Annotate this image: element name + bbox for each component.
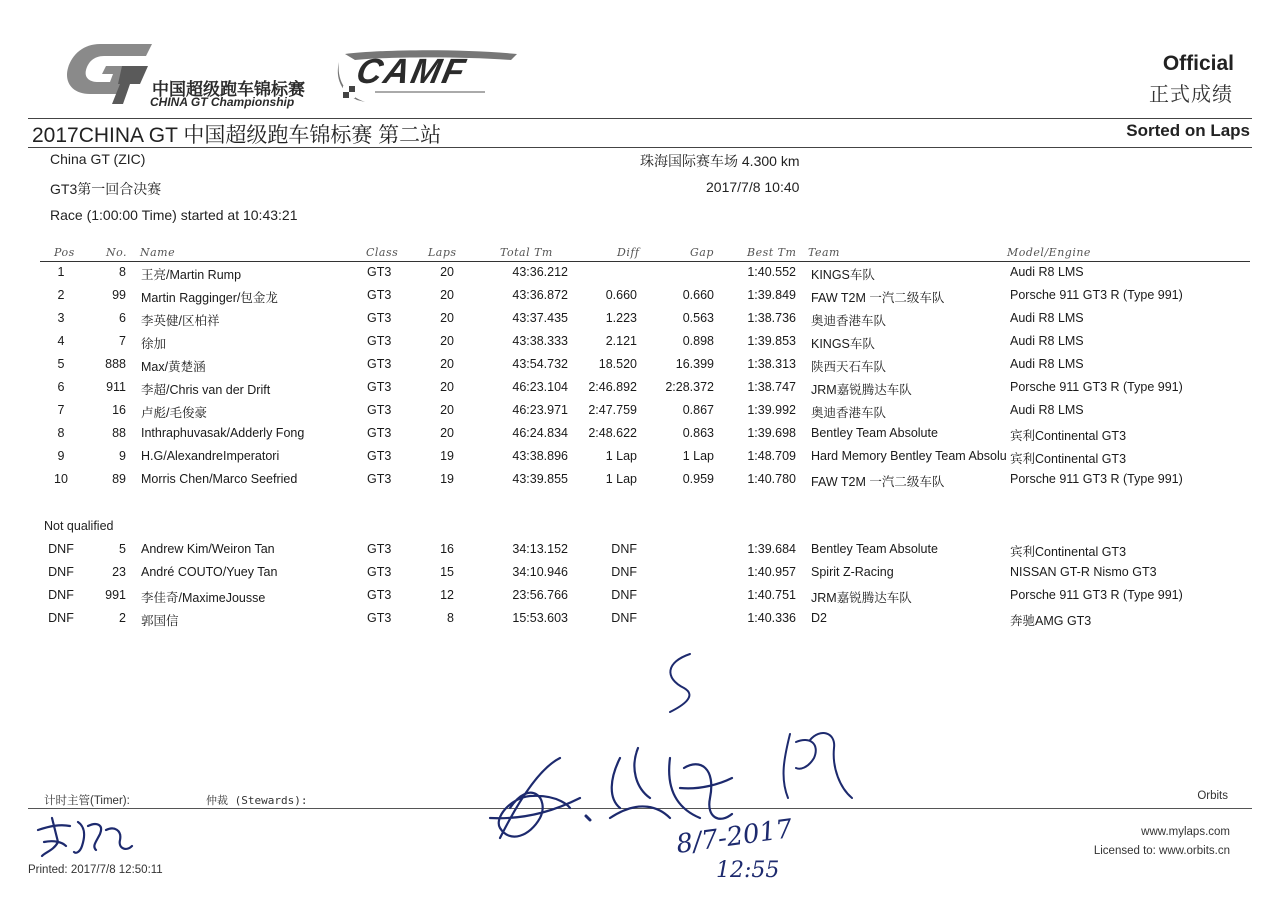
cell-model: Audi R8 LMS: [1010, 403, 1084, 417]
cell-class: GT3: [367, 403, 392, 417]
cell-team: 奥迪香港车队: [811, 314, 887, 328]
col-header-total: Total Tm: [500, 246, 553, 259]
cell-laps: 19: [440, 449, 454, 463]
cell-team: Bentley Team Absolute: [811, 542, 938, 556]
cell-pos: DNF: [48, 588, 74, 602]
cell-laps: 15: [440, 565, 454, 579]
event-title: 2017CHINA GT 中国超级跑车锦标赛 第二站: [32, 124, 442, 147]
cell-diff: 2.121: [605, 334, 637, 348]
cell-no: 5: [119, 542, 126, 556]
cell-gap: 0.959: [682, 472, 714, 486]
cell-total: 34:13.152: [512, 542, 568, 556]
cell-no: 8: [119, 265, 126, 279]
cell-best: 1:39.684: [747, 542, 796, 556]
cell-no: 89: [112, 472, 126, 486]
session-name: GT3第一回合决赛: [50, 181, 162, 197]
cell-gap: 0.863: [682, 426, 714, 440]
cell-class: GT3: [367, 426, 392, 440]
cell-team: 奥迪香港车队: [811, 406, 887, 420]
cell-pos: 8: [57, 426, 65, 440]
cell-no: 9: [119, 449, 126, 463]
cell-team: D2: [811, 611, 827, 625]
cell-class: GT3: [367, 449, 392, 463]
cell-class: GT3: [367, 334, 392, 348]
china-gt-emblem-icon: [60, 38, 155, 108]
orbits-label: Orbits: [1197, 790, 1228, 802]
cell-model: Audi R8 LMS: [1010, 357, 1084, 371]
handwritten-date: 8/7-2017: [674, 814, 795, 860]
license-text: Licensed to: www.orbits.cn: [1093, 845, 1230, 857]
cell-laps: 20: [440, 426, 454, 440]
cell-best: 1:39.853: [747, 334, 796, 348]
col-header-model: Model/Engine: [1007, 246, 1091, 259]
china-gt-logo-en: CHINA GT Championship: [150, 95, 295, 109]
cell-model: 奔驰AMG GT3: [1010, 614, 1092, 628]
cell-laps: 16: [440, 542, 454, 556]
china-gt-logo: [60, 38, 330, 108]
cell-no: 23: [112, 565, 126, 579]
cell-gap: 16.399: [675, 357, 714, 371]
cell-best: 1:38.747: [747, 380, 796, 394]
sorted-on-laps-label: Sorted on Laps: [1126, 121, 1250, 140]
cell-no: 6: [119, 311, 126, 325]
cell-team: FAW T2M 一汽二级车队: [811, 475, 945, 489]
cell-laps: 20: [440, 265, 454, 279]
cell-no: 2: [119, 611, 126, 625]
circuit-info: 珠海国际赛车场 4.300 km: [640, 153, 800, 169]
cell-total: 46:24.834: [512, 426, 568, 440]
mylaps-url: www.mylaps.com: [1141, 826, 1230, 838]
cell-name: Morris Chen/Marco Seefried: [141, 472, 298, 486]
cell-model: Porsche 911 GT3 R (Type 991): [1010, 380, 1183, 394]
cell-name: Max/黄楚涵: [141, 360, 206, 374]
cell-total: 43:38.333: [512, 334, 568, 348]
cell-gap: 0.898: [682, 334, 714, 348]
cell-laps: 19: [440, 472, 454, 486]
cell-pos: 7: [57, 403, 65, 417]
col-header-best: Best Tm: [747, 246, 797, 259]
cell-name: 徐加: [141, 337, 167, 351]
cell-team: Spirit Z-Racing: [811, 565, 894, 579]
cell-team: Bentley Team Absolute: [811, 426, 938, 440]
cell-team: 陕西天石车队: [811, 360, 887, 374]
cell-diff: 0.660: [605, 288, 637, 302]
handwritten-time: 12:55: [716, 858, 780, 883]
cell-diff: 1 Lap: [605, 472, 637, 486]
cell-model: NISSAN GT-R Nismo GT3: [1010, 565, 1157, 579]
cell-model: Porsche 911 GT3 R (Type 991): [1010, 288, 1183, 302]
cell-best: 1:40.751: [747, 588, 796, 602]
cell-gap: 1 Lap: [682, 449, 714, 463]
cell-gap: 0.867: [682, 403, 714, 417]
cell-gap: 0.660: [682, 288, 714, 302]
cell-no: 99: [112, 288, 126, 302]
cell-gap: 0.563: [682, 311, 714, 325]
cell-laps: 8: [447, 611, 454, 625]
cell-total: 34:10.946: [512, 565, 568, 579]
cell-total: 15:53.603: [512, 611, 568, 625]
cell-team: FAW T2M 一汽二级车队: [811, 291, 945, 305]
cell-diff: 1 Lap: [605, 449, 637, 463]
cell-team: KINGS车队: [811, 268, 875, 282]
cell-best: 1:40.957: [747, 565, 796, 579]
cell-pos: 9: [57, 449, 65, 463]
cell-class: GT3: [367, 288, 392, 302]
camf-logo: [335, 48, 520, 106]
cell-team: JRM嘉锐腾达车队: [811, 591, 912, 605]
cell-laps: 20: [440, 334, 454, 348]
cell-gap: 2:28.372: [665, 380, 714, 394]
cell-laps: 20: [440, 311, 454, 325]
cell-total: 43:37.435: [512, 311, 568, 325]
cell-no: 88: [112, 426, 126, 440]
cell-name: 卢彪/毛俊豪: [141, 406, 207, 420]
cell-diff: DNF: [611, 565, 637, 579]
cell-class: GT3: [367, 611, 392, 625]
cell-best: 1:48.709: [747, 449, 796, 463]
cell-class: GT3: [367, 565, 392, 579]
series-name: China GT (ZIC): [50, 151, 146, 167]
cell-name: Andrew Kim/Weiron Tan: [141, 542, 275, 556]
cell-pos: 1: [57, 265, 65, 279]
cell-team: KINGS车队: [811, 337, 875, 351]
cell-no: 7: [119, 334, 126, 348]
cell-model: Audi R8 LMS: [1010, 334, 1084, 348]
cell-laps: 20: [440, 403, 454, 417]
cell-total: 43:36.212: [512, 265, 568, 279]
cell-best: 1:40.780: [747, 472, 796, 486]
official-label-cn: 正式成绩: [1149, 84, 1233, 106]
cell-best: 1:39.849: [747, 288, 796, 302]
cell-team: Hard Memory Bentley Team Absolu: [811, 449, 1007, 463]
cell-best: 1:38.736: [747, 311, 796, 325]
col-header-pos: Pos: [54, 246, 75, 259]
col-header-name: Name: [140, 246, 176, 259]
cell-pos: 5: [57, 357, 65, 371]
cell-total: 43:36.872: [512, 288, 568, 302]
cell-pos: 10: [54, 472, 68, 486]
cell-diff: DNF: [611, 542, 637, 556]
printed-timestamp: Printed: 2017/7/8 12:50:11: [28, 864, 163, 876]
title-bottom-rule: [28, 147, 1252, 148]
cell-class: GT3: [367, 265, 392, 279]
cell-total: 46:23.104: [512, 380, 568, 394]
cell-class: GT3: [367, 588, 392, 602]
header-rule: [40, 261, 1250, 262]
cell-pos: DNF: [48, 565, 74, 579]
cell-pos: 4: [57, 334, 65, 348]
cell-model: 宾利Continental GT3: [1010, 452, 1127, 466]
cell-best: 1:38.313: [747, 357, 796, 371]
cell-class: GT3: [367, 542, 392, 556]
race-start: Race (1:00:00 Time) started at 10:43:21: [50, 207, 298, 223]
not-qualified-label: Not qualified: [44, 519, 114, 533]
col-header-diff: Diff: [617, 246, 640, 259]
cell-laps: 20: [440, 357, 454, 371]
col-header-laps: Laps: [428, 246, 457, 259]
cell-diff: 2:47.759: [588, 403, 637, 417]
cell-total: 46:23.971: [512, 403, 568, 417]
cell-total: 23:56.766: [512, 588, 568, 602]
cell-name: 李佳奇/MaximeJousse: [141, 591, 266, 605]
cell-class: GT3: [367, 357, 392, 371]
timer-label: 计时主管(Timer):: [44, 795, 130, 807]
cell-no: 16: [112, 403, 126, 417]
cell-diff: DNF: [611, 588, 637, 602]
cell-name: 郭国信: [141, 614, 179, 628]
cell-model: Audi R8 LMS: [1010, 265, 1084, 279]
cell-diff: 1.223: [605, 311, 637, 325]
china-gt-logo-cn: 中国超级跑车锦标赛: [152, 80, 305, 99]
cell-laps: 12: [440, 588, 454, 602]
cell-model: Porsche 911 GT3 R (Type 991): [1010, 472, 1183, 486]
cell-diff: DNF: [611, 611, 637, 625]
cell-name: Martin Ragginger/包金龙: [141, 291, 278, 305]
cell-name: André COUTO/Yuey Tan: [141, 565, 278, 579]
cell-model: Porsche 911 GT3 R (Type 991): [1010, 588, 1183, 602]
cell-name: Inthraphuvasak/Adderly Fong: [141, 426, 305, 440]
cell-pos: 2: [57, 288, 65, 302]
cell-pos: DNF: [48, 611, 74, 625]
cell-best: 1:40.336: [747, 611, 796, 625]
col-header-gap: Gap: [690, 246, 714, 259]
cell-class: GT3: [367, 472, 392, 486]
session-datetime: 2017/7/8 10:40: [706, 179, 800, 195]
cell-model: 宾利Continental GT3: [1010, 429, 1127, 443]
cell-diff: 2:46.892: [588, 380, 637, 394]
cell-diff: 2:48.622: [588, 426, 637, 440]
cell-best: 1:40.552: [747, 265, 796, 279]
cell-class: GT3: [367, 380, 392, 394]
cell-laps: 20: [440, 380, 454, 394]
cell-model: Audi R8 LMS: [1010, 311, 1084, 325]
cell-pos: 6: [57, 380, 65, 394]
cell-team: JRM嘉锐腾达车队: [811, 383, 912, 397]
cell-class: GT3: [367, 311, 392, 325]
col-header-team: Team: [808, 246, 840, 259]
timer-signature-icon: [30, 812, 140, 862]
cell-best: 1:39.698: [747, 426, 796, 440]
stewards-signature-icon: [470, 648, 870, 892]
col-header-class: Class: [366, 246, 399, 259]
camf-logo-text: CAMF: [352, 52, 471, 91]
cell-diff: 18.520: [598, 357, 637, 371]
cell-pos: DNF: [48, 542, 74, 556]
cell-no: 911: [106, 380, 126, 394]
cell-name: H.G/AlexandreImperatori: [141, 449, 280, 463]
cell-total: 43:39.855: [512, 472, 568, 486]
cell-no: 991: [105, 588, 126, 602]
cell-name: 李超/Chris van der Drift: [141, 383, 271, 397]
stewards-label: 仲裁 (Stewards):: [206, 794, 308, 807]
cell-model: 宾利Continental GT3: [1010, 545, 1127, 559]
cell-total: 43:38.896: [512, 449, 568, 463]
cell-name: 李英健/区柏祥: [141, 314, 220, 328]
cell-name: 王亮/Martin Rump: [141, 268, 242, 282]
official-label: Official: [1162, 52, 1234, 75]
cell-no: 888: [105, 357, 126, 371]
cell-total: 43:54.732: [512, 357, 568, 371]
cell-best: 1:39.992: [747, 403, 796, 417]
cell-laps: 20: [440, 288, 454, 302]
col-header-no: No.: [106, 246, 128, 259]
cell-pos: 3: [57, 311, 65, 325]
